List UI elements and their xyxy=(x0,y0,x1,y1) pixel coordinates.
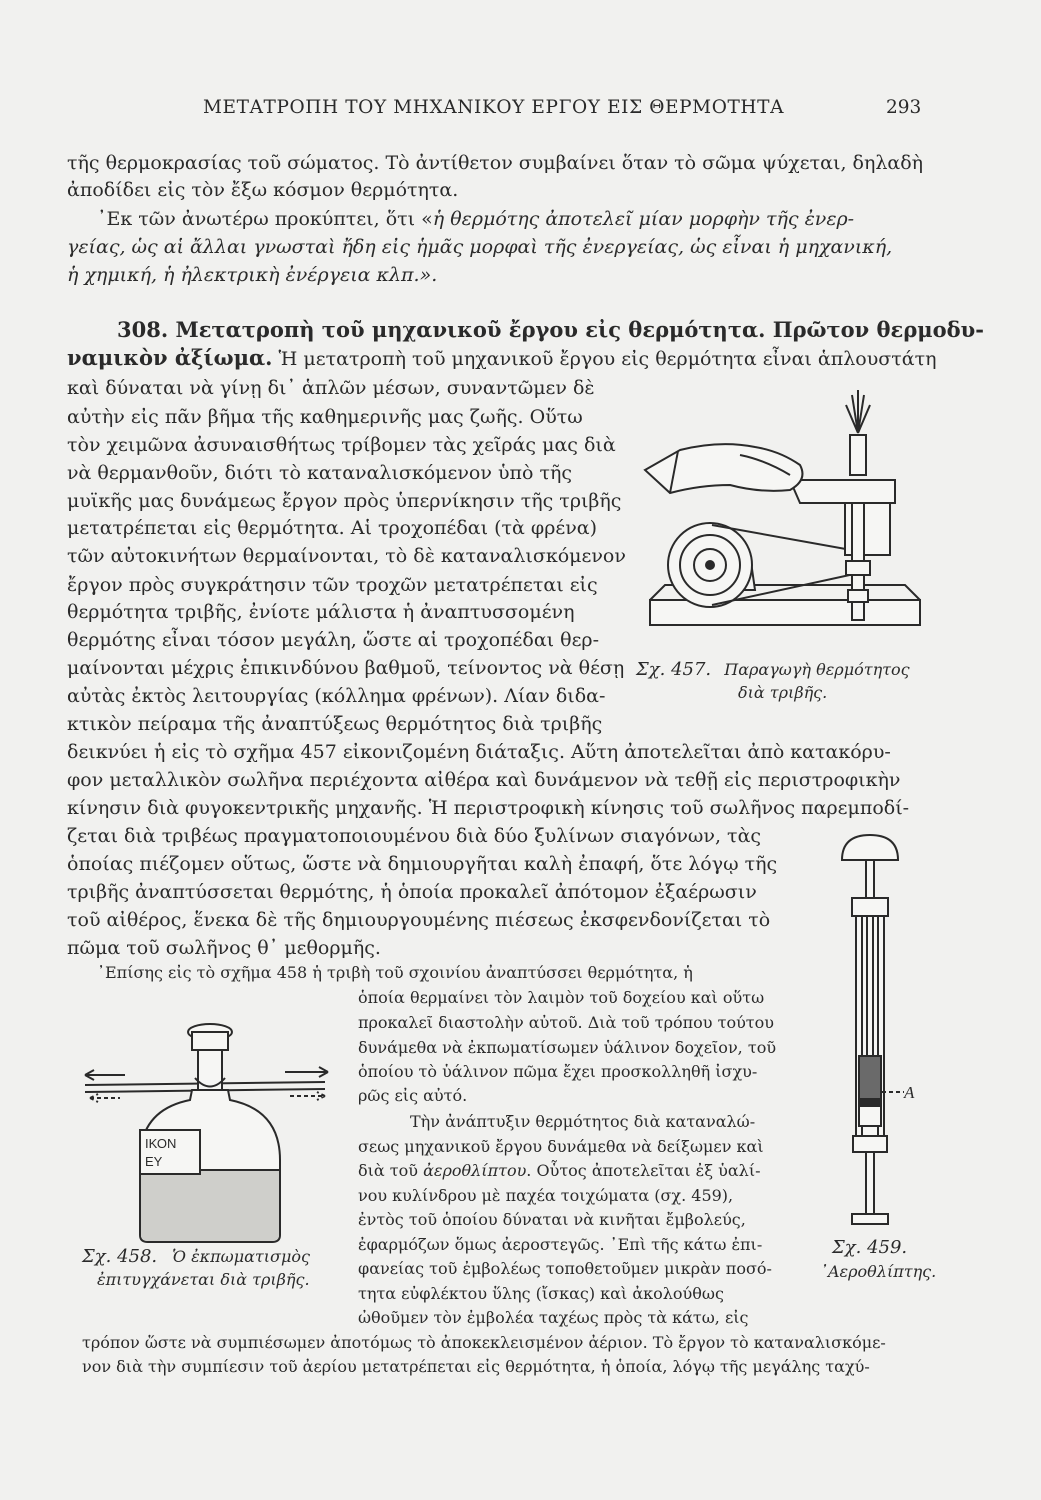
small-text-line: ρῶς εἰς αὐτό. xyxy=(358,1086,468,1105)
para3-line: νον διὰ τὴν συμπίεσιν τοῦ ἀερίου μετατρέπεται εἰς θερμότητα, ἡ ὁποία, λόγῳ τῆς μεγάλης ταχύ- xyxy=(82,1357,870,1376)
body-line: κίνησιν διὰ φυγοκεντρικῆς μηχανῆς. Ἡ περιστροφικὴ κίνησις τοῦ σωλῆνος παρεμποδί- xyxy=(67,797,910,819)
figure-457-number: Σχ. 457. xyxy=(636,659,712,680)
small-text-line: ὁποίου τὸ ὑάλινον πῶμα ἔχει προσκολληθῆ ἰσχυ- xyxy=(358,1062,758,1081)
small-text-line: ᾿Επίσης εἰς τὸ σχῆμα 458 ἡ τριβὴ τοῦ σχοινίου ἀναπτύσσει θερμότητα, ἡ xyxy=(97,963,693,982)
para3-text: διὰ τοῦ xyxy=(358,1161,424,1180)
figure-457-caption-line2: διὰ τριβῆς. xyxy=(738,683,828,702)
body-line: ζεται διὰ τριβέως πραγματοποιουμένου διὰ δύο ξυλίνων σιαγόνων, τὰς xyxy=(67,825,762,847)
body-line: νὰ θερμανθοῦν, διότι τὸ καταναλισκόμενον ὑπὸ τῆς xyxy=(67,462,573,484)
body-line: τῶν αὐτοκινήτων θερμαίνονται, τὸ δὲ καταναλισκόμενον xyxy=(67,545,626,567)
para3-line: νου κυλίνδρου μὲ παχέα τοιχώματα (σχ. 459), xyxy=(358,1186,734,1205)
small-text-line: δυνάμεθα νὰ ἐκπωματίσωμεν ὑάλινον δοχεῖον, τοῦ xyxy=(358,1038,777,1057)
figure-458-caption-line2: ἐπιτυγχάνεται διὰ τριβῆς. xyxy=(97,1270,310,1289)
bottle-label-line1: ΙΚΟΝ xyxy=(145,1136,177,1151)
body-line: φον μεταλλικὸν σωλῆνα περιέχοντα αἰθέρα καὶ δυνάμενον νὰ τεθῇ εἰς περιστροφικὴν xyxy=(67,769,901,791)
figure-459-label-a: A xyxy=(904,1083,915,1102)
page-number: 293 xyxy=(886,97,922,118)
figure-457-illustration xyxy=(640,385,935,645)
para3-line: φανείας τοῦ ἐμβολέως τοποθετοῦμεν μικρὰν ποσό- xyxy=(358,1259,772,1278)
body-line: δεικνύει ἡ εἰς τὸ σχῆμα 457 εἰκονιζομένη διάταξις. Αὕτη ἀποτελεῖται ἀπὸ κατακόρυ- xyxy=(67,741,891,763)
figure-458-number: Σχ. 458. xyxy=(82,1246,158,1267)
para3-line xyxy=(358,1161,761,1180)
body-line: τοῦ αἰθέρος, ἕνεκα δὲ τῆς δημιουργουμένης πιέσεως ἐκσφενδονίζεται τὸ xyxy=(67,909,771,931)
body-line: μυϊκῆς μας δυνάμεως ἔργον πρὸς ὑπερνίκησιν τῆς τριβῆς xyxy=(67,490,622,512)
para3-line: τητα εὐφλέκτου ὕλης (ἴσκας) καὶ ἀκολούθως xyxy=(358,1284,724,1303)
intro-line: τῆς θερμοκρασίας τοῦ σώματος. Τὸ ἀντίθετον συμβαίνει ὅταν τὸ σῶμα ψύχεται, δηλαδὴ xyxy=(67,152,924,174)
figure-458-illustration xyxy=(80,1020,340,1245)
small-text-line: προκαλεῖ διαστολὴν αὐτοῦ. Διὰ τοῦ τρόπου τούτου xyxy=(358,1013,775,1032)
section-heading-line2 xyxy=(67,345,936,372)
intro-line xyxy=(97,206,854,232)
body-line: μετατρέπεται εἰς θερμότητα. Αἱ τροχοπέδαι (τὰ φρένα) xyxy=(67,517,598,539)
section-heading-bold: ναμικὸν ἀξίωμα. xyxy=(67,345,273,370)
para3-line: τρόπον ὥστε νὰ συμπιέσωμεν ἀποτόμως τὸ ἀποκεκλεισμένον ἀέριον. Τὸ ἔργον τὸ καταναλισκόμε- xyxy=(82,1333,886,1352)
body-line: ὁποίας πιέζομεν οὕτως, ὥστε νὰ δημιουργῆται καλὴ ἐπαφή, ὅτε λόγῳ τῆς xyxy=(67,853,778,875)
body-line: αὐτὰς ἐκτὸς λειτουργίας (κόλλημα φρένων). Λίαν διδα- xyxy=(67,685,606,707)
body-line: θερμότης εἶναι τόσον μεγάλη, ὥστε αἱ τροχοπέδαι θερ- xyxy=(67,629,600,651)
body-line: πῶμα τοῦ σωλῆνος θ᾿ μεθορμῆς. xyxy=(67,937,381,959)
para3-italic-text: ἀεροθλίπτου xyxy=(423,1161,527,1180)
body-line: ἔργον πρὸς συγκράτησιν τῶν τροχῶν μετατρέπεται εἰς xyxy=(67,574,598,596)
body-line: κτικὸν πείραμα τῆς ἀναπτύξεως θερμότητος διὰ τριβῆς xyxy=(67,713,603,735)
para3-line: σεως μηχανικοῦ ἔργου δυνάμεθα νὰ δείξωμεν καὶ xyxy=(358,1137,764,1156)
body-line: θερμότητα τριβῆς, ἐνίοτε μάλιστα ἡ ἀναπτυσσομένη xyxy=(67,601,575,623)
small-text-line: ὁποία θερμαίνει τὸν λαιμὸν τοῦ δοχείου καὶ οὕτω xyxy=(358,988,765,1007)
intro-text: ᾿Εκ τῶν ἀνωτέρω προκύπτει, ὅτι « xyxy=(97,208,433,230)
section-text: Ἡ μετατροπὴ τοῦ μηχανικοῦ ἔργου εἰς θερμότητα εἶναι ἁπλουστάτη xyxy=(272,348,937,370)
intro-line: ἀποδίδει εἰς τὸν ἔξω κόσμον θερμότητα. xyxy=(67,179,459,201)
figure-457-caption-line1: Παραγωγὴ θερμότητος xyxy=(724,660,910,679)
body-line: μαίνονται μέχρις ἐπικινδύνου βαθμοῦ, τείνοντος νὰ θέσῃ xyxy=(67,657,625,679)
body-line: τριβῆς ἀναπτύσσεται θερμότης, ἡ ὁποία προκαλεῖ ἀπότομον ἐξαέρωσιν xyxy=(67,881,757,903)
intro-line: ἡ χημική, ἡ ἠλεκτρικὴ ἐνέργεια κλπ.». xyxy=(67,264,438,286)
intro-line: γείας, ὡς αἱ ἄλλαι γνωσταὶ ἤδη εἰς ἡμᾶς μορφαὶ τῆς ἐνεργείας, ὡς εἶναι ἡ μηχανική, xyxy=(67,236,893,258)
para3-line: ἐφαρμόζων ὅμως ἀεροστεγῶς. ᾿Επὶ τῆς κάτω ἐπι- xyxy=(358,1235,763,1254)
para3-text: . Οὗτος ἀποτελεῖται ἐξ ὑαλί- xyxy=(526,1161,761,1180)
body-line: καὶ δύναται νὰ γίνῃ δι᾿ ἁπλῶν μέσων, συναντῶμεν δὲ xyxy=(67,377,595,399)
running-title: ΜΕΤΑΤΡΟΠΗ ΤΟΥ ΜΗΧΑΝΙΚΟΥ ΕΡΓΟΥ ΕΙΣ ΘΕΡΜΟΤΗΤΑ xyxy=(203,97,785,118)
bottle-label-line2: ΕΥ xyxy=(145,1154,163,1169)
body-line: αὐτὴν εἰς πᾶν βῆμα τῆς καθημερινῆς μας ζωῆς. Οὕτω xyxy=(67,406,583,428)
figure-458-caption xyxy=(82,1246,310,1267)
body-line: τὸν χειμῶνα ἀσυναισθήτως τρίβομεν τὰς χεῖράς μας διὰ xyxy=(67,434,616,456)
para3-line: Τὴν ἀνάπτυξιν θερμότητος διὰ καταναλώ- xyxy=(410,1112,756,1131)
figure-459-illustration xyxy=(820,830,935,1240)
intro-italic-text: ἡ θερμότης ἀποτελεῖ μίαν μορφὴν τῆς ἐνερ- xyxy=(432,208,855,230)
figure-457-caption xyxy=(636,659,910,680)
figure-459-caption: ᾿Αεροθλίπτης. xyxy=(820,1262,937,1281)
para3-line: ὠθοῦμεν τὸν ἐμβολέα ταχέως πρὸς τὰ κάτω, εἰς xyxy=(358,1308,749,1327)
para3-line: ἐντὸς τοῦ ὁποίου δύναται νὰ κινῆται ἔμβολεύς, xyxy=(358,1210,746,1229)
section-heading: 308. Μετατροπὴ τοῦ μηχανικοῦ ἔργου εἰς θερμότητα. Πρῶτον θερμοδυ- xyxy=(117,317,984,342)
figure-459-number: Σχ. 459. xyxy=(832,1237,908,1258)
figure-458-caption-line1: Ὁ ἐκπωματισμὸς xyxy=(172,1247,310,1266)
